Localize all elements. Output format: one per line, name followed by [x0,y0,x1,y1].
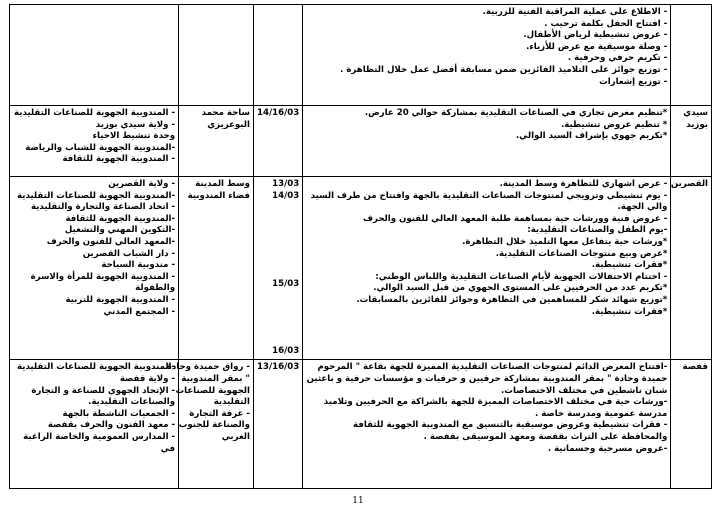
partner-item: -المعهد العالي للفنون والحرف [46,236,176,247]
date-cell [253,106,302,177]
venue-text: " بمقر المندوبية [181,373,250,384]
venue-cell [179,177,254,360]
activity-item: -ورشات حية في مختلف الاختصاصات المميزة للجهة بالشراكة مع الحرفيين وتلاميذ مدرسة عمومية ومدرسة خاصة . [323,397,668,419]
activity-item: *تنظيم معرض تجاري في الصناعات التقليدية بمشاركة حوالي 20 عارض. [364,108,668,118]
partners-cell [10,177,179,360]
activities-cell [303,360,671,489]
table-row [10,177,712,360]
spacer [257,224,299,235]
partner-item: والصناعات التقليدية. [88,397,176,408]
region-cell [671,177,712,360]
partner-item: - الإتحاد الجهوي للصناعة و التجارة [31,385,176,396]
activity-item: *ورشات حية يتفاعل معها التلميذ خلال التظاهرة. [462,236,668,247]
venue-text: التقليدية [213,397,250,408]
venue-cell [166,360,254,489]
partner-item: - معهد الفنون والحرف بقفصة [47,420,176,431]
date-text: 14/16/03 [257,108,300,118]
region-cell [671,360,712,489]
region-name: القصرين [670,179,708,189]
partner-item: - المندوبية الجهوية للثقافة [62,154,176,165]
date-text: 13/03 [272,179,300,189]
partner-item: - ولاية قفصة [119,373,176,384]
venue-text: ساحة محمد [201,108,250,118]
partners-cell [10,106,179,177]
partner-item: - المندوبية الجهوية للمرأة والاسرة والطفولة [30,271,176,294]
activity-item: - عروض تنشيطية لرياض الأطفال. [523,30,668,41]
activities-cell [303,106,671,177]
partner-item: -المندوبية الجهوية للشباب والرياضة [25,142,176,153]
spacer [257,235,299,246]
activities-cell [303,177,671,360]
spacer [257,335,299,346]
date-cell [253,5,302,106]
partner-item: -المندوبية الجهوية للصناعات التقليدية [17,362,176,373]
spacer [257,324,299,335]
activity-item: *فقرات تنشيطية. [591,306,668,317]
region-name: قفصة [682,362,708,373]
activity-item: - فقرات تنشيطية وعروض موسيقية بالتنسيق مع المندوبية الجهوية للثقافة والمحافظة على التراث بقفصة ومعهد الموسيقى بقفصة . [353,420,668,442]
partner-item: - المجتمع المدني [103,306,176,317]
venue-text: الغربي [221,431,250,442]
activity-item: - توزيع جوائز على التلاميذ الفائزين ضمن مسابقة أفضل عمل خلال التظاهرة . [340,64,668,75]
activity-item: - توزيع إشعارات [599,76,668,87]
spacer [257,202,299,213]
partners-cell [10,360,179,489]
spacer [257,213,299,224]
table-row [10,5,712,106]
activity-item: - تكريم حرفي وحرفية . [567,53,668,64]
partner-item: - مندوبية السياحة [101,260,176,271]
partner-item: - ولاية سيدي بوزيد [95,119,176,130]
partner-item: -المندوبية الجهوية للثقافة [65,213,176,224]
activity-item: *تكريم عدد من الحرفيين على المستوى الجهوي من قبل السيد الوالي. [373,283,668,294]
date-text: 13/16/03 [257,362,300,373]
partner-item: -المندوبية الجهوية للصناعات التقليدية [17,190,176,201]
partner-item: وحدة تنشيط الاحياء [92,131,176,142]
region-cell [671,5,712,106]
activity-item: *عرض وبيع منتوجات الصناعات التقليدية. [495,248,668,259]
spacer [257,246,299,257]
activity-item: - اختتام الاحتفالات الجهوية لأيام الصناعات التقليدية واللباس الوطني: [375,271,668,282]
venue-text: وسط المدينة [195,179,250,189]
activity-item: - الاطلاع على عملية المراقبة الفنية للزربية. [482,7,668,17]
date-cell [253,360,302,489]
activity-item: -افتتاح المعرض الدائم لمنتوجات الصناعات التقليدية المميزة للجهة بقاعة " المرحوم حميدة وحادة " بمقر المندوبية بمشاركة حرفيين و حرفيات و مؤسسات حرفية و باعثين شبان ناشطين في مختلف الاختصاصات. [306,362,668,396]
activity-item: - افتتاح الحفل بكلمة ترحيب . [544,18,668,29]
region-name: سيدي بوزيد [683,108,708,130]
date-text: 16/03 [272,345,300,356]
partner-item: - المندوبية الجهوية للتربية [65,294,176,305]
venue-cell [179,106,254,177]
activity-item: -عروض مسرحية وجسمانية . [547,443,668,454]
activity-item: *توزيع شهائد شكر للمساهمين في التظاهرة وجوائز للفائزين بالمسابقات. [356,294,668,305]
activity-item: -يوم الطفل والصناعات التقليدية: [527,225,668,236]
venue-text: والصناعة للجنوب [178,420,250,431]
venue-text: الجهوية للصناعات [175,385,250,396]
partner-item: - المدارس العمومية والخاصة الراغبة في [23,431,176,454]
activity-item: *تكريم جهوي بإشراف السيد الوالي. [515,131,668,142]
activities-cell [303,5,671,106]
date-text: 15/03 [272,279,300,290]
activity-item: - عرض اشهاري للتظاهرة وسط المدينة. [499,179,668,189]
activity-item: - وصلة موسيقية مع عرض للأزياء. [526,41,668,52]
spacer [257,268,299,279]
program-table [9,4,712,489]
spacer [257,257,299,268]
spacer [257,302,299,313]
activity-item: - عروض فنية وورشات حية بمساهمة طلبة المعهد العالي للفنون والحرف [363,213,668,224]
partner-item: - المندوبية الجهوية للصناعات التقليدية [14,108,176,118]
venue-cell [179,5,254,106]
spacer [257,291,299,302]
activity-item: *فقرات تنشيطية. [591,260,668,271]
venue-text: فضاء المندوبية [187,190,250,201]
venue-text: - غرفة التجارة [189,408,250,419]
partner-item: -التكوين المهني والتشغيل [64,225,176,236]
partner-item: - ولاية القصرين [108,179,176,189]
partner-item: - الجمعيات الناشطة بالجهة [62,408,176,419]
spacer [257,313,299,324]
venue-text: البوعزيزي [207,119,250,130]
partner-item: - اتحاد الصناعة والتجارة والتقليدية [30,202,176,213]
page-number: 11 [352,496,364,506]
table-row [10,106,712,177]
venue-text: - رواق حميدة وحادة [166,362,250,373]
date-text: 14/03 [272,190,300,201]
partner-item: - دار الشباب القصرين [82,248,176,259]
table-row [10,360,712,489]
region-cell [671,106,712,177]
activity-item: - يوم تنشيطي وترويجي لمنتوجات الصناعات التقليدية بالجهة وافتتاح من طرف السيد والي الجهة. [310,190,668,213]
activity-item: * تنظيم عروض تنشيطية. [561,119,668,130]
partners-cell [10,5,179,106]
date-cell [253,177,302,360]
